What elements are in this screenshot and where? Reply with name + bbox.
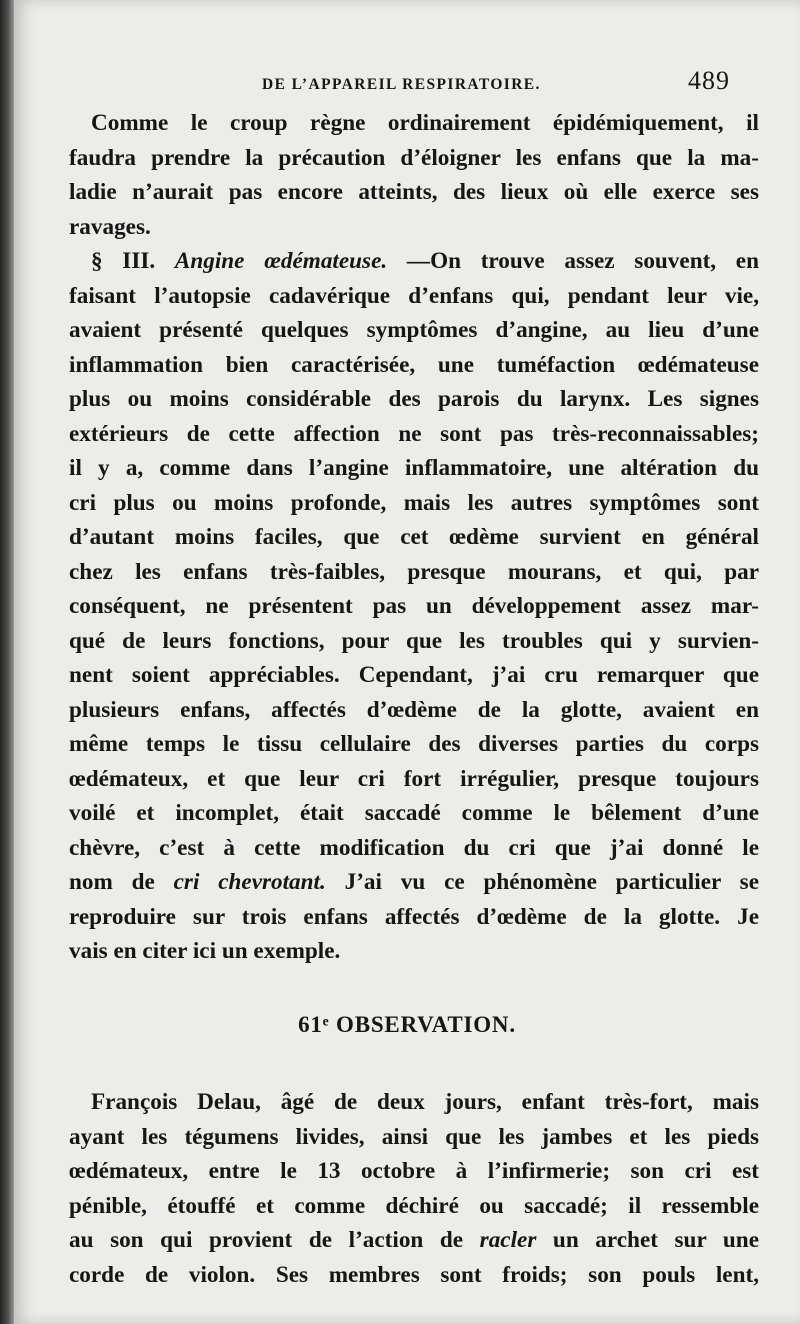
text-line: faudra prendre la précaution d’éloigner les enfans que la ma-: [69, 144, 759, 171]
text-line: avaient présenté quelques symptômes d’angine, au lieu d’une: [69, 317, 759, 343]
text-line-cri-chevrotant: [69, 865, 759, 900]
book-page: [14, 0, 800, 1324]
text-line: reproduire sur trois enfans affectés d’œdème de la glotte. Je: [69, 903, 759, 930]
text-line: conséquent, ne présentent pas un développement assez mar-: [69, 593, 759, 619]
text-line: même temps le tissu cellulaire des diverses parties du corps: [69, 731, 759, 757]
page-header: [14, 62, 800, 102]
text-line: vais en citer ici un exemple.: [69, 938, 341, 964]
text-line: ayant les tégumens livides, ainsi que les jambes et les pieds: [69, 1123, 759, 1150]
text-line: extérieurs de cette affection ne sont pas très-reconnaissables;: [69, 420, 759, 447]
observation-text: [69, 1085, 759, 1292]
text-fragment: au son qui provient de l’action de: [69, 1227, 464, 1253]
text-line: faisant l’autopsie cadavérique d’enfans qui, pendant leur vie,: [69, 282, 759, 309]
text-line: Comme le croup règne ordinairement épidémiquement, il: [91, 110, 759, 136]
text-line: plusieurs enfans, affectés d’œdème de la glotte, avaient en: [69, 696, 759, 723]
text-line: d’autant moins faciles, que cet œdème survient en général: [69, 524, 759, 550]
term-racler: racler: [479, 1227, 537, 1253]
text-line-racler: [69, 1223, 759, 1258]
text-line: François Delau, âgé de deux jours, enfant très-fort, mais: [91, 1089, 759, 1115]
text-line: voilé et incomplet, était saccadé comme le bêlement d’une: [69, 800, 759, 826]
section-number: § III.: [91, 248, 156, 274]
section-first-line-rest: —On trouve assez souvent, en: [406, 248, 759, 274]
text-line: ravages.: [69, 213, 151, 240]
section-title: Angine œdémateuse.: [174, 248, 388, 274]
text-fragment: un archet sur une: [552, 1227, 759, 1253]
text-line: nent soient appréciables. Cependant, j’ai cru remarquer que: [69, 662, 759, 688]
text-line: cri plus ou moins profonde, mais les autres symptômes sont: [69, 489, 759, 516]
text-line: qué de leurs fonctions, pour que les troubles qui y survien-: [69, 627, 759, 654]
page-number: 489: [688, 66, 730, 95]
text-line: œdémateux, et que leur cri fort irrégulier, presque toujours: [69, 765, 759, 792]
body-text: [69, 106, 759, 969]
text-line: ladie n’aurait pas encore atteints, des lieux où elle exerce ses: [69, 179, 759, 205]
term-cri-chevrotant: cri chevrotant.: [173, 869, 326, 895]
text-line: chèvre, c’est à cette modification du cri que j’ai donné le: [69, 834, 759, 861]
text-fragment: nom de: [69, 869, 155, 895]
text-line: il y a, comme dans l’angine inflammatoire, une altération du: [69, 455, 759, 481]
page-binding-edge: [0, 0, 14, 1324]
text-line: inflammation bien caractérisée, une tuméfaction œdémateuse: [69, 351, 759, 378]
text-line: chez les enfans très-faibles, presque mourans, et qui, par: [69, 558, 759, 585]
observation-heading: 61ᵉ OBSERVATION.: [298, 1012, 516, 1037]
section-heading-line: [69, 244, 759, 279]
text-line: pénible, étouffé et comme déchiré ou saccadé; il ressemble: [69, 1192, 759, 1219]
text-line: corde de violon. Ses membres sont froids; son pouls lent,: [69, 1261, 759, 1288]
text-line: œdémateux, entre le 13 octobre à l’infirmerie; son cri est: [69, 1158, 759, 1184]
text-line: plus ou moins considérable des parois du larynx. Les signes: [69, 386, 759, 412]
text-fragment: J’ai vu ce phénomène particulier se: [344, 869, 759, 895]
running-title: DE L’APPAREIL RESPIRATOIRE.: [262, 76, 541, 93]
